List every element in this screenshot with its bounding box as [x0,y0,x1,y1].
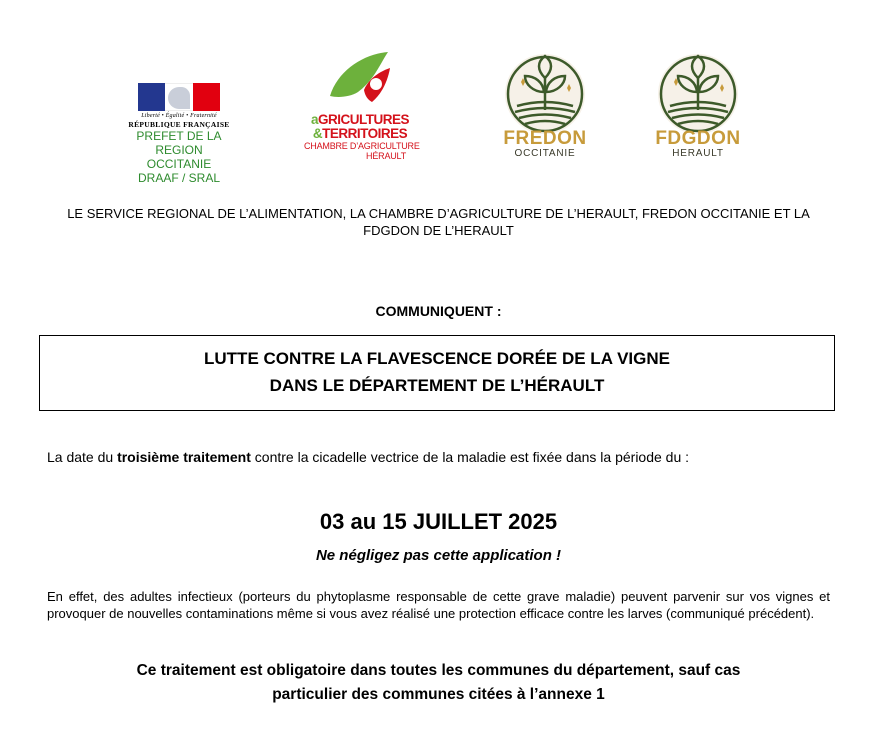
chambre-agriculture-logo [304,50,420,161]
logo-banner [0,48,877,183]
prefet-line-1: PREFET DE LA REGION [136,129,222,157]
marianne-flag-icon [138,83,220,111]
agri-line-2: &TERRITOIRES [312,126,408,141]
third-treatment-emphasis: troisième traitement [117,449,251,465]
fdgdon-sub: HERAULT [672,148,724,159]
fredon-sub: OCCITANIE [514,148,576,159]
title-line-1: LUTTE CONTRE LA FLAVESCENCE DORÉE DE LA VIGNE [204,349,670,368]
agri-line-1: aGRICULTURES [310,112,409,127]
fdgdon-name: FDGDON [655,128,741,149]
warning-text: Ne négligez pas cette application ! [315,547,562,564]
republic-motto: Liberté • Égalité • Fraternité [141,113,217,119]
explanation-paragraph: En effet, des adultes infectieux (porteurs du phytoplasme responsable de cette grave maladie) peuvent parvenir sur vos vignes et provoquer de nouvelles contaminations même si vous avez réalisé une protection efficace contre les larves (communiqué précédent). [47,589,830,621]
obligation-line-1: Ce traitement est obligatoire dans toutes les communes du département, sauf cas [136,662,741,679]
title-box [39,335,835,411]
agri-line-4: HÉRAULT [366,151,406,161]
agri-line-3: CHAMBRE D’AGRICULTURE [304,141,420,151]
fdgdon-logo [643,48,753,159]
communiquent-heading: COMMUNIQUENT : [375,303,502,319]
fredon-name: FREDON [503,128,587,149]
treatment-period: 03 au 15 JUILLET 2025 [319,509,558,534]
agri-leaf-icon [324,50,396,112]
obligation-line-2: particulier des communes citées à l’annexe 1 [272,686,605,703]
prefet-line-3: DRAAF / SRAL [137,171,221,185]
obligation-notice [47,659,830,707]
republique-francaise: RÉPUBLIQUE FRANÇAISE [128,120,230,129]
treatment-date-paragraph: La date du troisième traitement contre la cicadelle vectrice de la maladie est fixée dans la période du : [47,449,690,465]
fredon-logo [490,48,600,159]
prefet-logo [118,83,240,185]
title-line-2: DANS LE DÉPARTEMENT DE L’HÉRAULT [269,376,605,395]
intro-organizations: LE SERVICE REGIONAL DE L’ALIMENTATION, LA CHAMBRE D’AGRICULTURE DE L’HERAULT, FREDON OCCITANIE ET LA FDGDON DE L’HERAULT [67,206,810,238]
prefet-line-2: OCCITANIE [146,157,212,171]
